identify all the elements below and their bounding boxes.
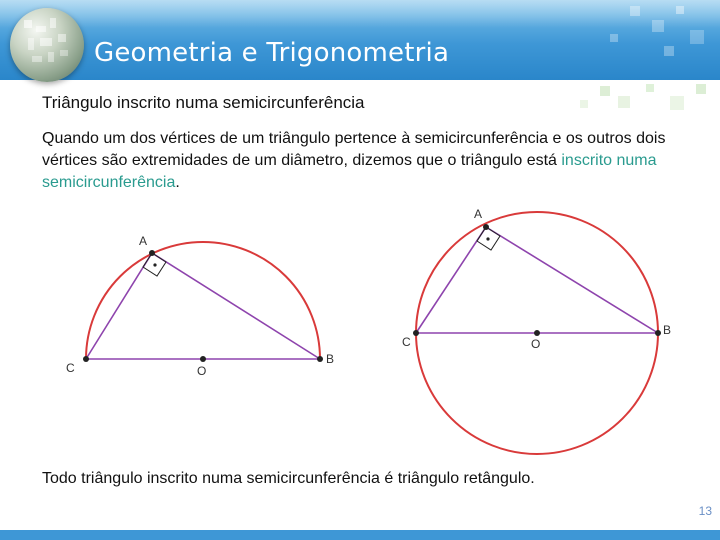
right-point-a [483,224,489,230]
conclusion-text: Todo triângulo inscrito numa semicircunferência é triângulo retângulo. [42,470,535,487]
left-side-ca [86,253,152,359]
geometry-figures [0,195,720,465]
left-label-b: B [326,352,335,366]
right-point-c [413,330,419,336]
right-label-b: B [663,323,672,337]
left-label-a: A [139,234,148,248]
left-point-b [317,356,323,362]
right-label-c: C [402,335,411,349]
left-semicircle-arc [86,242,320,359]
section-subtitle: Triângulo inscrito numa semicircunferência [42,93,365,112]
footer-bar [0,530,720,540]
pixel-decoration [420,0,720,120]
left-label-o: O [197,364,207,378]
right-label-a: A [474,207,483,221]
left-point-o [200,356,206,362]
paragraph-end: . [175,174,180,191]
left-point-a [149,250,155,256]
globe-logo [10,8,84,82]
left-label-c: C [66,361,75,375]
highlighted-term: inscrito numa semicircunferência [42,152,657,191]
left-figure [66,234,334,378]
right-label-o: O [531,337,541,351]
right-point-b [655,330,661,336]
right-figure [402,207,671,454]
slide-title: Geometria e Trigonometria [94,38,450,68]
right-point-o [534,330,540,336]
right-right-angle-dot [486,237,489,240]
left-point-c [83,356,89,362]
page-number: 13 [698,504,712,518]
definition-paragraph [42,128,692,194]
left-right-angle-dot [153,263,156,266]
paragraph-text: Quando um dos vértices de um triângulo pertence à semicircunferência e os outros dois vértices são extremidades de um diâmetro, dizemos que o triângulo está [42,130,666,169]
left-side-ab [152,253,320,359]
right-side-ca [416,227,486,333]
right-side-ab [486,227,658,333]
